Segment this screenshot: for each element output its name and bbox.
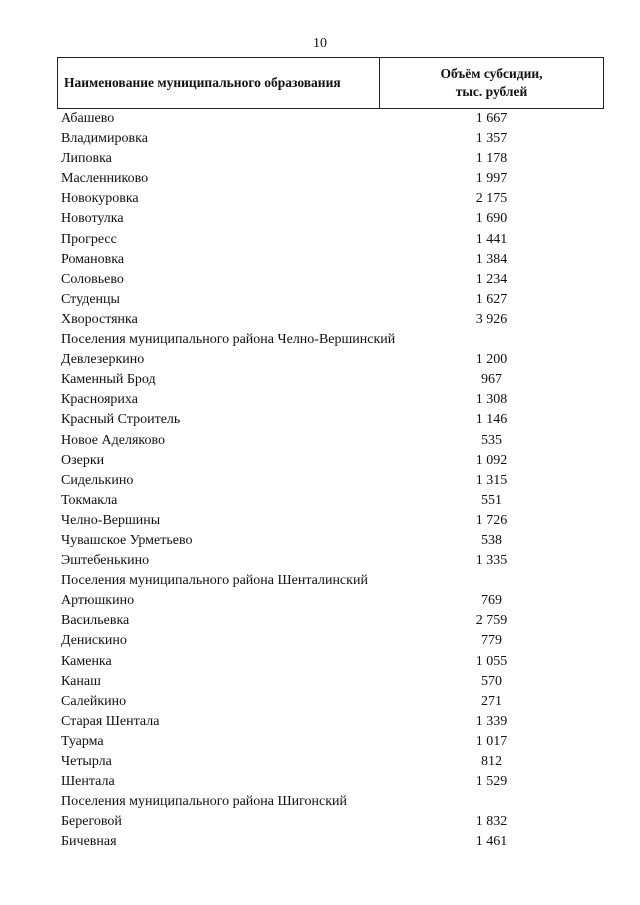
subsidy-amount: 1 667 <box>475 111 508 126</box>
section-row <box>57 792 604 812</box>
table-row <box>57 752 604 772</box>
table-row <box>57 491 604 511</box>
header-amount-line1: Объём субсидии, <box>440 66 543 81</box>
subsidy-amount: 1 335 <box>475 553 508 569</box>
settlement-name: Артюшкино <box>61 593 135 609</box>
settlement-name: Каменный Брод <box>61 372 156 388</box>
subsidy-amount: 1 308 <box>475 392 508 408</box>
settlement-name: Туарма <box>61 733 104 749</box>
settlement-name: Краснояриха <box>61 392 138 408</box>
table-row <box>57 169 604 189</box>
settlement-name: Абашево <box>61 111 115 126</box>
section-title: Поселения муниципального района Шенталинский <box>61 573 368 589</box>
table-row <box>57 129 604 149</box>
table-row <box>57 672 604 692</box>
table-row <box>57 812 604 832</box>
subsidy-amount: 1 384 <box>475 251 508 267</box>
header-amount-column <box>380 58 603 108</box>
table-row <box>57 370 604 390</box>
table-row <box>57 390 604 410</box>
settlement-name: Девлезеркино <box>61 352 145 368</box>
settlement-name: Прогресс <box>61 231 117 247</box>
subsidy-amount: 551 <box>481 492 502 508</box>
table-row <box>57 772 604 792</box>
settlement-name: Хворостянка <box>61 311 138 327</box>
table-row <box>57 451 604 471</box>
subsidy-amount: 271 <box>481 693 502 709</box>
settlement-name: Масленниково <box>61 171 149 187</box>
table-row <box>57 431 604 451</box>
settlement-name: Береговой <box>61 814 122 830</box>
subsidy-amount: 1 092 <box>475 452 508 468</box>
subsidy-amount: 1 315 <box>475 472 508 488</box>
settlement-name: Четырла <box>61 754 112 769</box>
table-body <box>57 109 604 852</box>
subsidy-amount: 1 441 <box>475 231 508 247</box>
table-row <box>57 250 604 270</box>
subsidy-amount: 1 832 <box>475 814 508 830</box>
page-number: 10 <box>313 36 327 51</box>
table-row <box>57 350 604 370</box>
settlement-name: Бичевная <box>61 834 117 850</box>
subsidy-amount: 812 <box>481 754 502 769</box>
table-row <box>57 149 604 169</box>
table-row <box>57 631 604 651</box>
table-row <box>57 189 604 209</box>
table-row <box>57 551 604 571</box>
subsidy-amount: 1 339 <box>475 713 508 729</box>
settlement-name: Сиделькино <box>61 472 134 488</box>
table-row <box>57 611 604 631</box>
subsidy-amount: 1 461 <box>475 834 508 850</box>
section-title: Поселения муниципального района Шигонский <box>61 794 348 810</box>
table-row <box>57 652 604 672</box>
settlement-name: Токмакла <box>61 492 118 508</box>
table-row <box>57 290 604 310</box>
table-row <box>57 732 604 752</box>
subsidy-amount: 1 997 <box>475 171 508 187</box>
table-row <box>57 531 604 551</box>
subsidy-amount: 967 <box>481 372 502 388</box>
table-row <box>57 471 604 491</box>
table-row <box>57 270 604 290</box>
table-row <box>57 832 604 852</box>
subsidy-amount: 570 <box>481 673 502 689</box>
section-title: Поселения муниципального района Челно-Вершинский <box>61 332 396 348</box>
settlement-name: Соловьево <box>61 271 124 287</box>
subsidy-amount: 1 055 <box>475 653 508 669</box>
table-header <box>57 57 604 109</box>
settlement-name: Канаш <box>61 673 101 689</box>
settlement-name: Новое Аделяково <box>61 432 165 448</box>
settlement-name: Шентала <box>61 774 115 790</box>
settlement-name: Красный Строитель <box>61 412 181 428</box>
subsidy-amount: 3 926 <box>475 311 508 327</box>
table-row <box>57 310 604 330</box>
subsidy-amount: 535 <box>481 432 502 448</box>
subsidy-amount: 1 357 <box>475 131 508 147</box>
table-row <box>57 109 604 129</box>
settlement-name: Новокуровка <box>61 191 139 207</box>
table-row <box>57 591 604 611</box>
section-row <box>57 571 604 591</box>
settlement-name: Чувашское Урметьево <box>61 532 193 548</box>
subsidy-table <box>57 57 604 852</box>
subsidy-amount: 1 017 <box>475 733 508 749</box>
subsidy-amount: 538 <box>481 532 502 548</box>
subsidy-amount: 1 690 <box>475 211 508 227</box>
header-name-column: Наименование муниципального образования <box>58 58 380 108</box>
settlement-name: Васильевка <box>61 613 130 629</box>
subsidy-amount: 1 529 <box>475 774 508 790</box>
table-row <box>57 712 604 732</box>
subsidy-amount: 1 627 <box>475 291 508 307</box>
table-row <box>57 230 604 250</box>
subsidy-amount: 1 200 <box>475 352 508 368</box>
subsidy-amount: 769 <box>481 593 502 609</box>
table-row <box>57 209 604 229</box>
section-row <box>57 330 604 350</box>
settlement-name: Липовка <box>61 151 112 167</box>
settlement-name: Денискино <box>61 633 127 649</box>
table-row <box>57 511 604 531</box>
settlement-name: Озерки <box>61 452 105 468</box>
subsidy-amount: 1 178 <box>475 151 508 167</box>
settlement-name: Новотулка <box>61 211 124 227</box>
settlement-name: Владимировка <box>61 131 148 147</box>
table-row <box>57 692 604 712</box>
subsidy-amount: 1 726 <box>475 512 508 528</box>
subsidy-amount: 1 234 <box>475 271 508 287</box>
settlement-name: Романовка <box>61 251 125 267</box>
subsidy-amount: 1 146 <box>475 412 508 428</box>
table-row <box>57 410 604 430</box>
subsidy-amount: 2 175 <box>475 191 508 207</box>
settlement-name: Студенцы <box>61 291 120 307</box>
subsidy-amount: 779 <box>481 633 502 649</box>
settlement-name: Старая Шентала <box>61 713 160 729</box>
header-amount-line2: тыс. рублей <box>455 84 528 99</box>
settlement-name: Челно-Вершины <box>61 512 161 528</box>
subsidy-amount: 2 759 <box>475 613 508 629</box>
settlement-name: Эштебенькино <box>61 553 150 569</box>
settlement-name: Каменка <box>61 653 112 669</box>
settlement-name: Салейкино <box>61 693 127 709</box>
